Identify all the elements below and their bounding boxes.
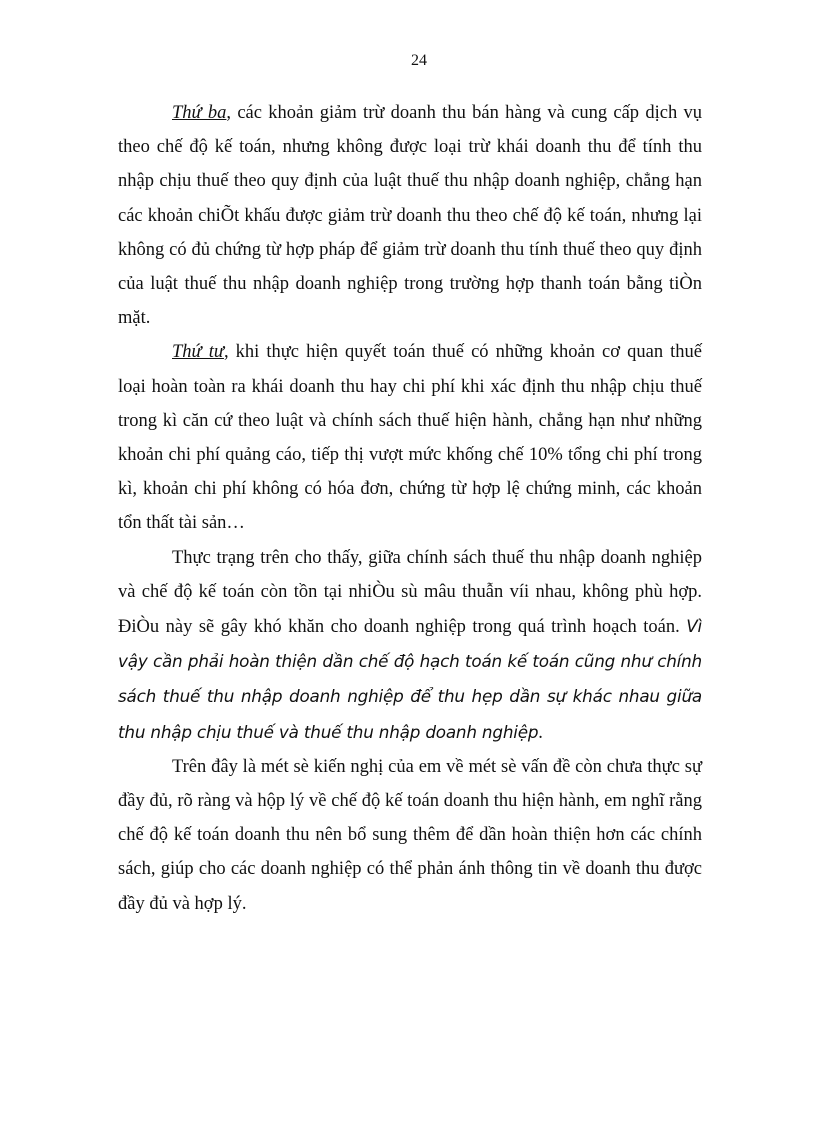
paragraph-kien-nghi (118, 750, 702, 921)
paragraph-thu-ba (118, 96, 702, 335)
paragraph-thu-tu (118, 335, 702, 540)
paragraph-lead-thu-tu: Thứ tư (172, 342, 224, 363)
paragraph-italic-conclusion: Vì vậy cần phải hoàn thiện dần chế độ hạch toán kế toán cũng như chính sách thuế thu nhập doanh nghiệp để thu hẹp dần sự khác nhau giữa thu nhập chịu thuế và thuế thu nhập doanh nghiệp (118, 616, 702, 742)
paragraph-text: Thực trạng trên cho thấy, giữa chính sách thuế thu nhập doanh nghiệp và chế độ kế toán còn tồn tại nhiÒu sù mâu thuẫn víi nhau, không phù hợp. ĐiÒu này sẽ gây khó khăn cho doanh nghiệp trong quá trình hoạch toán. (118, 547, 702, 638)
paragraph-thuc-trang (118, 541, 702, 750)
document-body (118, 96, 702, 921)
paragraph-lead-thu-ba: Thứ ba (172, 103, 227, 123)
page-number: 24 (411, 52, 427, 69)
paragraph-text: , các khoản giảm trừ doanh thu bán hàng và cung cấp dịch vụ theo chế độ kế toán, nhưng không được loại trừ khái doanh thu để tính thu nhập chịu thuế theo quy định của luật thuế thu nhập doanh nghiệp, chẳng hạn các khoản chiÕt khấu được giảm trừ doanh thu theo chế độ kế toán, nhưng lại không có đủ chứng từ hợp pháp để giảm trừ doanh thu tính thuế theo quy định của luật thuế thu nhập doanh nghiệp trong trường hợp thanh toán bằng tiÒn mặt. (118, 103, 702, 329)
paragraph-text: , khi thực hiện quyết toán thuế có những khoản cơ quan thuế loại hoàn toàn ra khái doanh thu hay chi phí khi xác định thu nhập chịu thuế trong kì căn cứ theo luật và chính sách thuế hiện hành, chẳng hạn như những khoản chi phí quảng cáo, tiếp thị vượt mức khống chế 10% tổng chi phí trong kì, khoản chi phí không có hóa đơn, chứng từ hợp lệ chứng minh, các khoản tổn thất tài sản… (118, 342, 703, 534)
paragraph-text: Trên đây là mét sè kiến nghị của em về mét sè vấn đề còn chưa thực sự đầy đủ, rõ ràng và hộp lý về chế độ kế toán doanh thu hiện hành, em nghĩ rằng chế độ kế toán doanh thu nên bổ sung thêm để dần hoàn thiện hơn các chính sách, giúp cho các doanh nghiệp có thể phản ánh thông tin về doanh thu được đầy đủ và hợp lý. (118, 756, 702, 914)
paragraph-tail: . (538, 722, 543, 743)
